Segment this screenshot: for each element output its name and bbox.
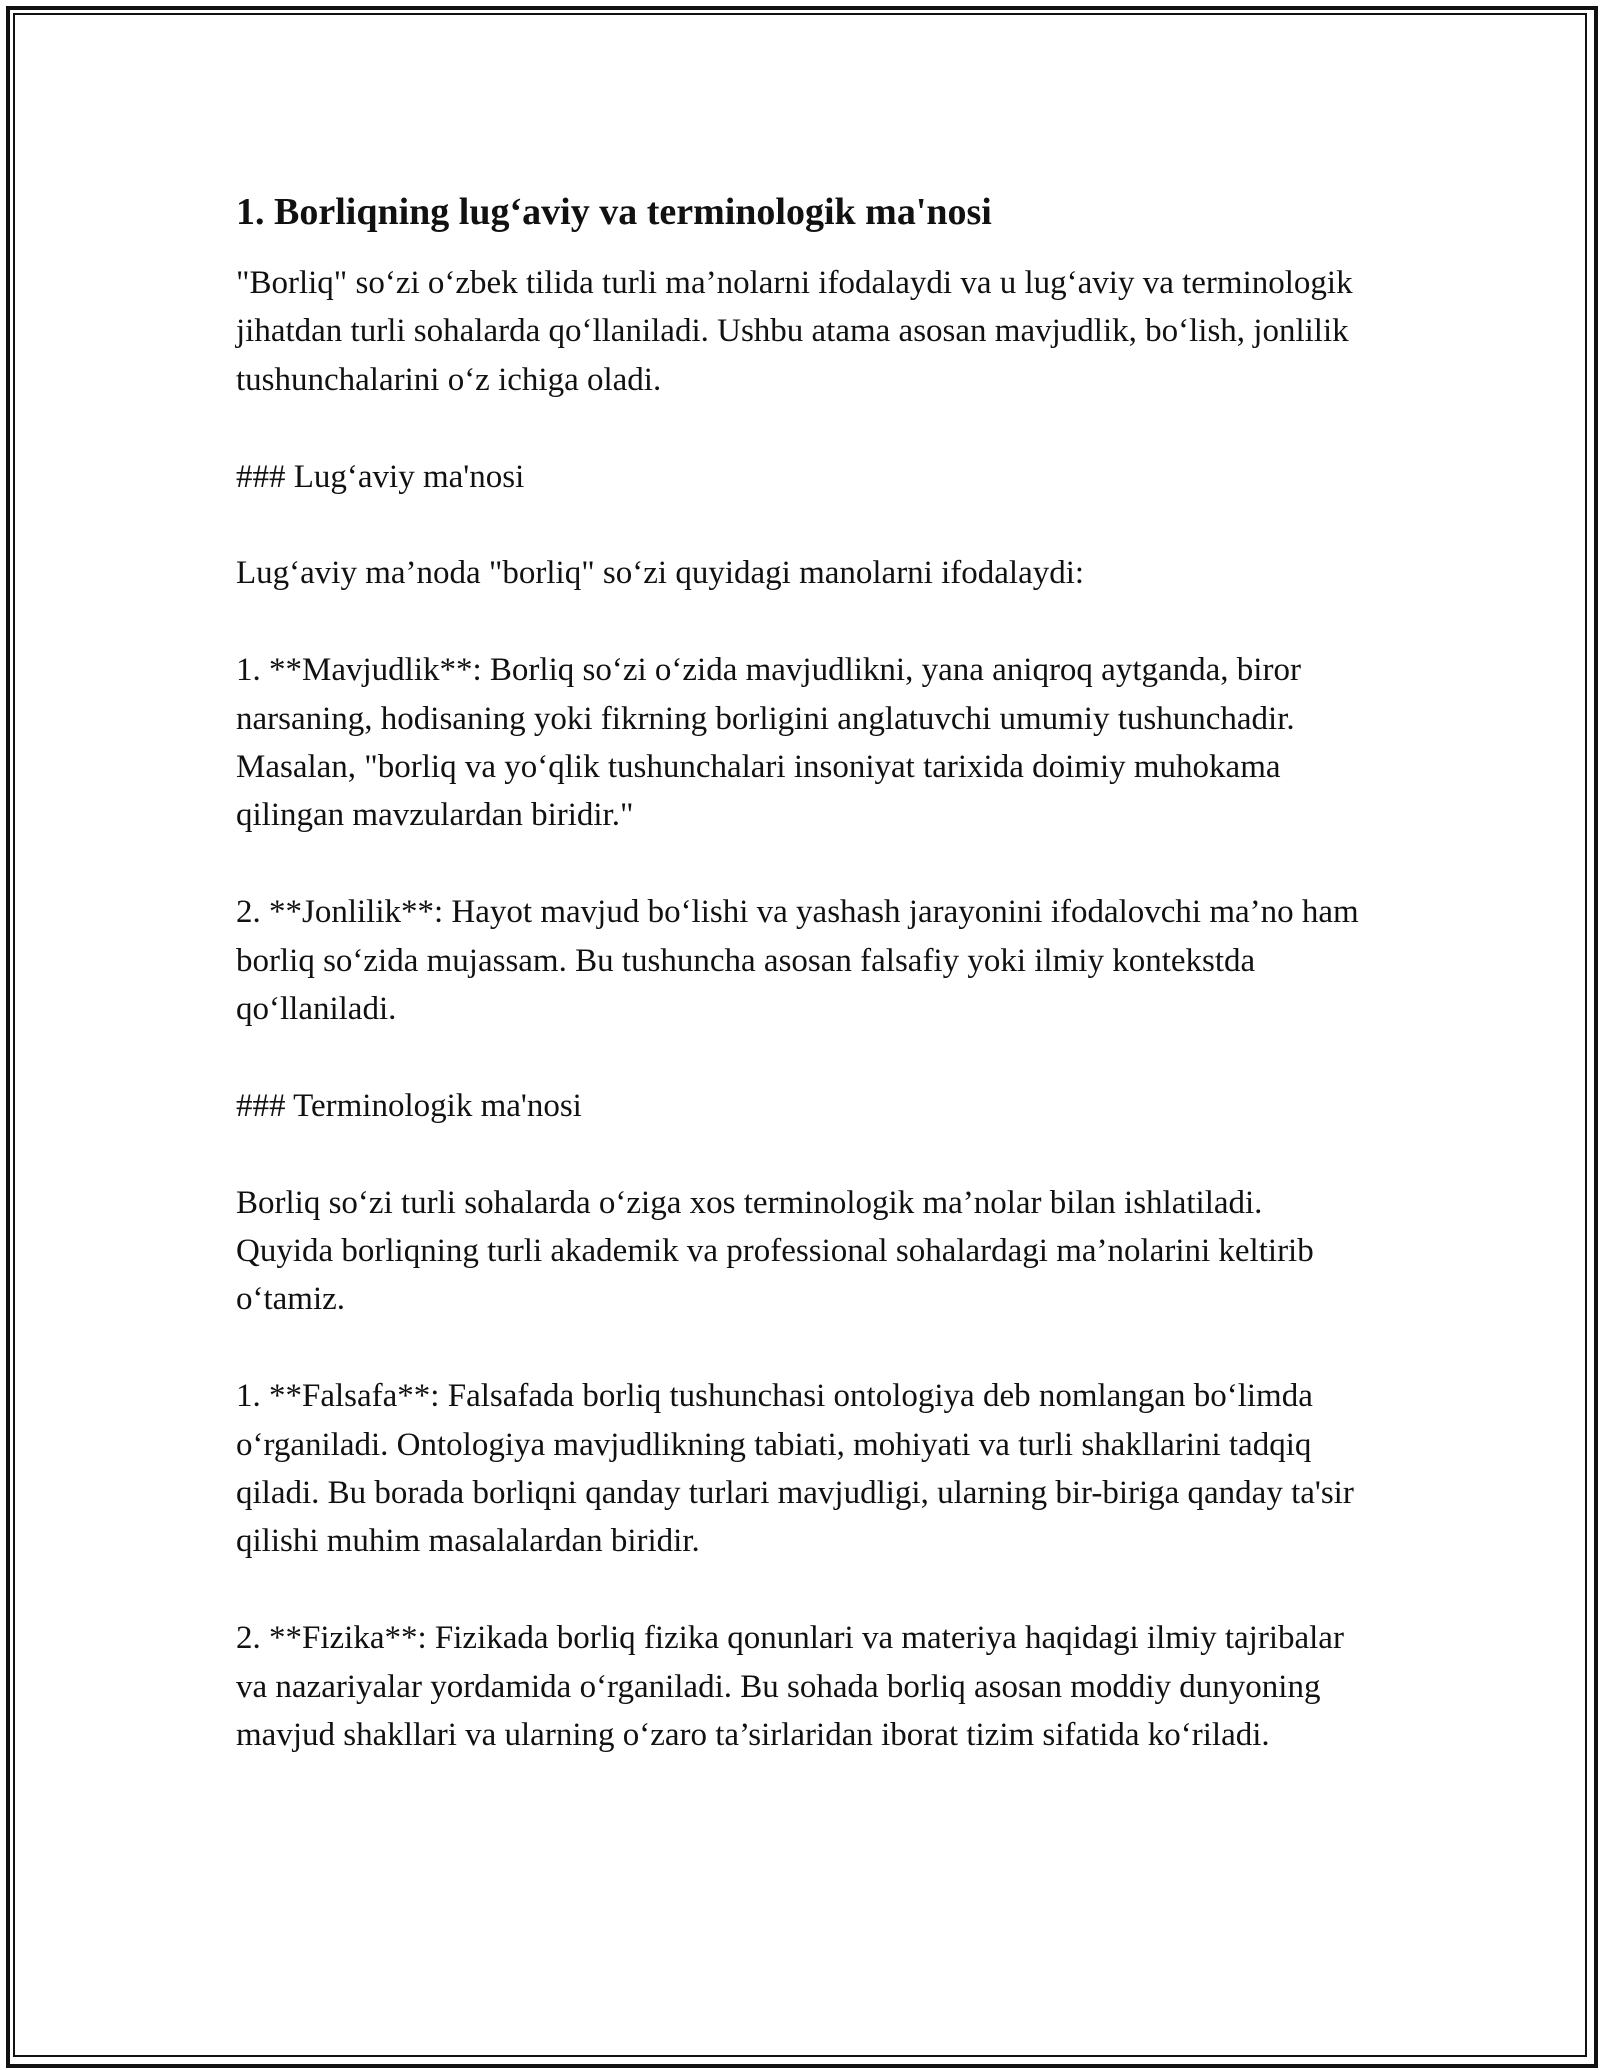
list-item-philosophy: 1. **Falsafa**: Falsafada borliq tushunchasi ontologiya deb nomlangan bo‘limda o‘rganiladi. Ontologiya mavjudlikning tabiati, mohiyati va turli shakllarini tadqiq qiladi. Bu borada borliqni qanday turlari mavjudligi, ularning bir-biriga qanday ta'sir qilishi muhim masalalardan biridir. xyxy=(236,1378,1354,1560)
section-heading-lexical: ### Lug‘aviy ma'nosi xyxy=(236,458,525,495)
terminological-intro-paragraph: Borliq so‘zi turli sohalarda o‘ziga xos terminologik ma’nolar bilan ishlatiladi. Quyida borliqning turli akademik va professional sohalardagi ma’nolarini keltirib o‘tamiz. xyxy=(236,1184,1314,1318)
list-item-vitality: 2. **Jonlilik**: Hayot mavjud bo‘lishi va yashash jarayonini ifodalovchi ma’no ham borliq so‘zida mujassam. Bu tushuncha asosan falsafiy yoki ilmiy kontekstda qo‘llaniladi. xyxy=(236,894,1359,1028)
lexical-intro-paragraph: Lug‘aviy ma’noda "borliq" so‘zi quyidagi manolarni ifodalaydi: xyxy=(236,555,1085,592)
list-item-physics: 2. **Fizika**: Fizikada borliq fizika qonunlari va materiya haqidagi ilmiy tajribalar va nazariyalar yordamida o‘rganiladi. Bu sohada borliq asosan moddiy dunyoning mavjud shakllari va ularning o‘zaro ta’sirlaridan iborat tizim sifatida ko‘riladi. xyxy=(236,1620,1344,1754)
document-title: 1. Borliqning lug‘aviy va terminologik ma'nosi xyxy=(236,191,992,233)
intro-paragraph: "Borliq" so‘zi o‘zbek tilida turli ma’nolarni ifodalaydi va u lug‘aviy va terminologik jihatdan turli sohalarda qo‘llaniladi. Ushbu atama asosan mavjudlik, bo‘lish, jonlilik tushunchalarini o‘z ichiga oladi. xyxy=(236,265,1353,398)
list-item-existence: 1. **Mavjudlik**: Borliq so‘zi o‘zida mavjudlikni, yana aniqroq aytganda, biror narsaning, hodisaning yoki fikrning borligini anglatuvchi umumiy tushunchadir. Masalan, "borliq va yo‘qlik tushunchalari insoniyat tarixida doimiy muhokama qilingan mavzulardan biridir." xyxy=(236,652,1301,834)
section-heading-terminological: ### Terminologik ma'nosi xyxy=(236,1087,582,1124)
document-body xyxy=(236,185,1366,1759)
